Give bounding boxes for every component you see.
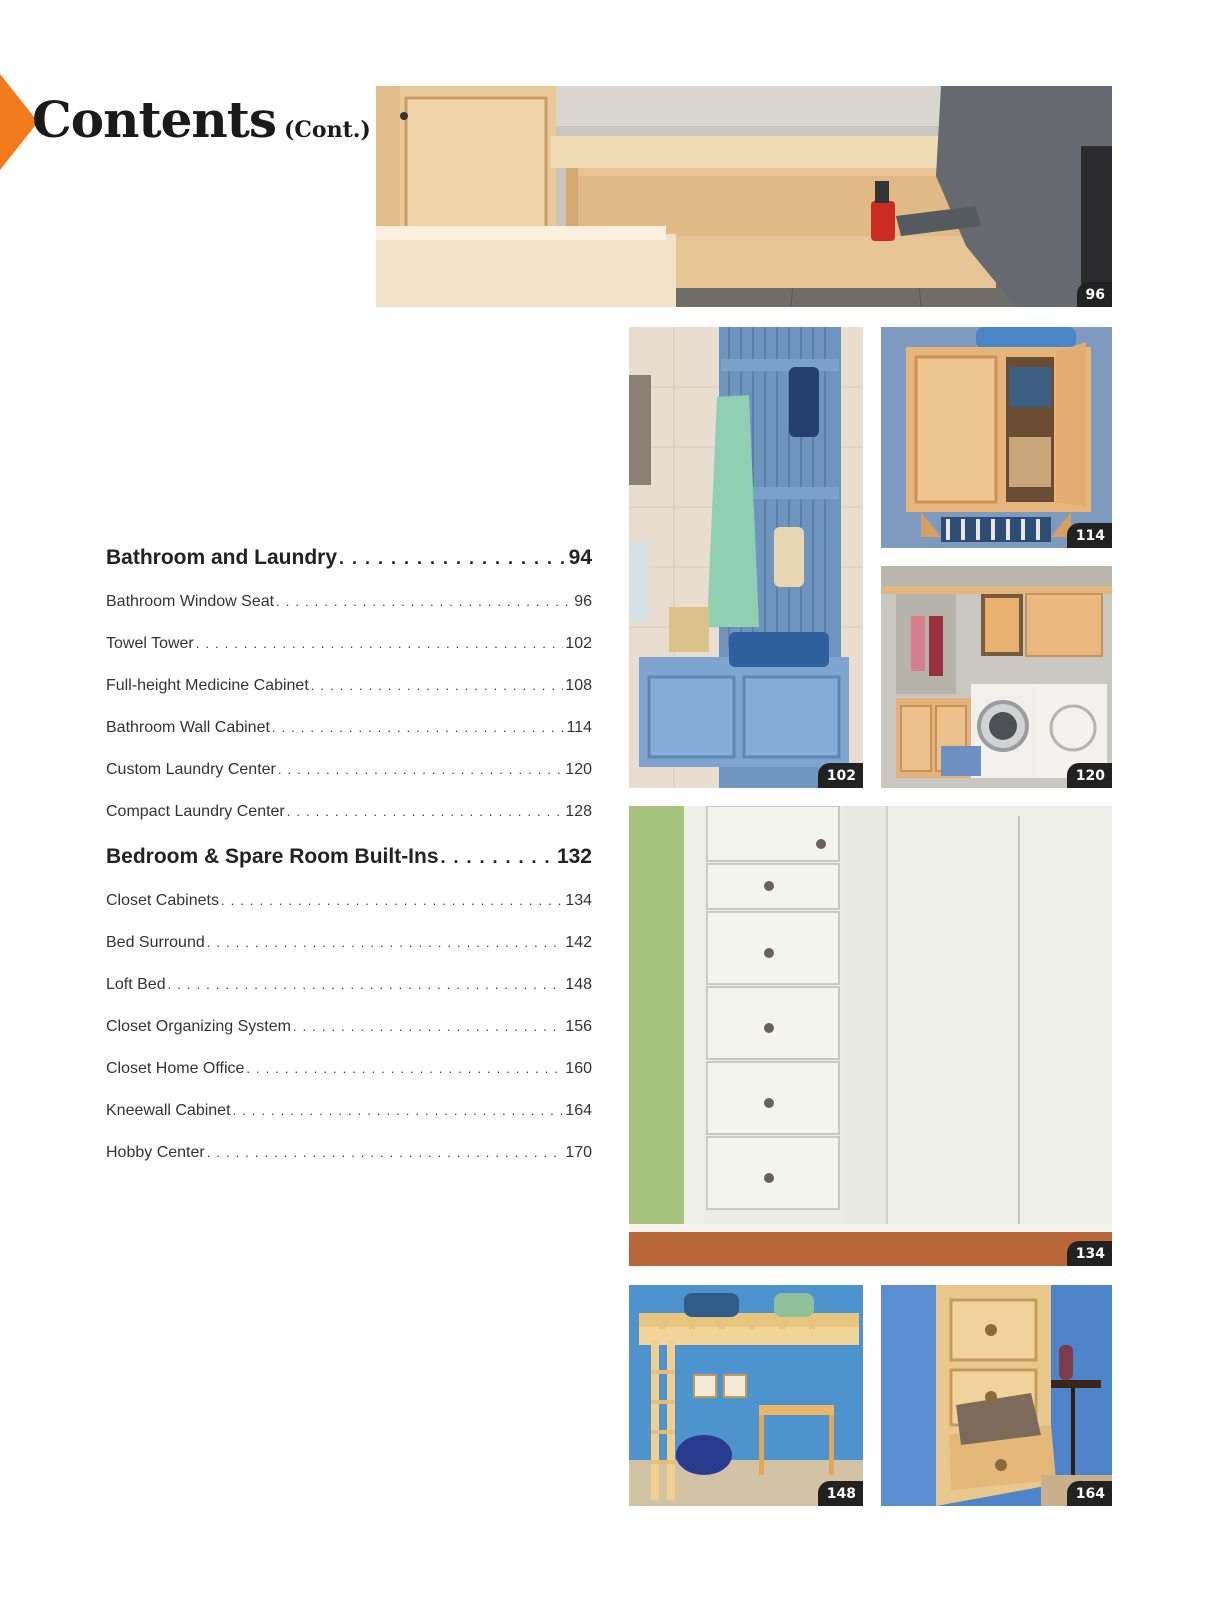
toc-entry-label: Closet Organizing System xyxy=(106,1018,291,1035)
toc-section[interactable] xyxy=(106,546,592,570)
toc-page-number: 148 xyxy=(565,976,592,993)
photo-closet-cabinets xyxy=(629,806,1112,1266)
leader-dots xyxy=(293,1019,563,1034)
page-subtitle: (Cont.) xyxy=(284,117,371,143)
toc-page-number: 108 xyxy=(565,677,592,694)
toc-page-number: 96 xyxy=(574,593,592,610)
page-badge: 134 xyxy=(1067,1241,1112,1266)
toc-page-number: 94 xyxy=(568,546,592,569)
toc-page-number: 114 xyxy=(566,719,592,736)
toc-section[interactable] xyxy=(106,845,592,869)
leader-dots xyxy=(246,1061,563,1076)
leader-dots xyxy=(276,594,572,609)
toc-entry-label: Loft Bed xyxy=(106,976,166,993)
toc-entry-label: Hobby Center xyxy=(106,1144,205,1161)
photo-towel-tower xyxy=(629,327,863,788)
leader-dots xyxy=(278,762,563,777)
leader-dots xyxy=(207,1145,564,1160)
toc-entry-label: Closet Cabinets xyxy=(106,892,219,909)
toc-entry-label: Towel Tower xyxy=(106,635,194,652)
toc-page-number: 132 xyxy=(556,845,592,868)
toc-page-number: 170 xyxy=(565,1144,592,1161)
toc-page-number: 128 xyxy=(565,803,592,820)
toc-page-number: 156 xyxy=(565,1018,592,1035)
leader-dots xyxy=(196,636,564,651)
toc-page-number: 160 xyxy=(565,1060,592,1077)
toc-entry[interactable] xyxy=(106,976,592,994)
toc-entry-label: Custom Laundry Center xyxy=(106,761,276,778)
toc-entry[interactable] xyxy=(106,892,592,910)
toc-entry-label: Compact Laundry Center xyxy=(106,803,285,820)
toc-entry-label: Kneewall Cabinet xyxy=(106,1102,231,1119)
toc-entry[interactable] xyxy=(106,1144,592,1162)
page-badge: 102 xyxy=(818,763,863,788)
photo-laundry-center xyxy=(881,566,1112,788)
toc-entry[interactable] xyxy=(106,593,592,611)
toc-entry-label: Bathroom Wall Cabinet xyxy=(106,719,270,736)
toc-page-number: 120 xyxy=(565,761,592,778)
page-badge: 148 xyxy=(818,1481,863,1506)
toc-entry[interactable] xyxy=(106,934,592,952)
toc-entry-label: Full-height Medicine Cabinet xyxy=(106,677,309,694)
toc-entry[interactable] xyxy=(106,803,592,821)
leader-dots xyxy=(441,847,555,868)
page-badge: 164 xyxy=(1067,1481,1112,1506)
photo-window-seat xyxy=(376,86,1112,307)
toc-page-number: 134 xyxy=(565,892,592,909)
leader-dots xyxy=(272,720,565,735)
leader-dots xyxy=(311,678,564,693)
page-title: Contents (Cont.) xyxy=(32,90,371,149)
page-badge: 114 xyxy=(1067,523,1112,548)
toc-entry-label: Bathroom Window Seat xyxy=(106,593,275,610)
leader-dots xyxy=(221,893,563,908)
toc-entry[interactable] xyxy=(106,1060,592,1078)
toc-page-number: 142 xyxy=(565,934,592,951)
toc-entry[interactable] xyxy=(106,635,592,653)
leader-dots xyxy=(207,935,564,950)
toc-entry[interactable] xyxy=(106,677,592,695)
photo-kneewall-cabinet xyxy=(881,1285,1112,1506)
leader-dots xyxy=(233,1103,564,1118)
toc-entry-label: Bed Surround xyxy=(106,934,205,951)
toc-section-label: Bedroom & Spare Room Built-Ins xyxy=(106,845,439,868)
leader-dots xyxy=(168,977,564,992)
toc-entry[interactable] xyxy=(106,761,592,779)
leader-dots xyxy=(287,804,564,819)
toc-page-number: 102 xyxy=(565,635,592,652)
toc-entry[interactable] xyxy=(106,1102,592,1120)
toc-entry[interactable] xyxy=(106,719,592,737)
page-badge: 120 xyxy=(1067,763,1112,788)
page-badge: 96 xyxy=(1077,282,1112,307)
toc-entry[interactable] xyxy=(106,1018,592,1036)
toc-entry-label: Closet Home Office xyxy=(106,1060,245,1077)
photo-loft-bed xyxy=(629,1285,863,1506)
photo-wall-cabinet xyxy=(881,327,1112,548)
toc-section-label: Bathroom and Laundry xyxy=(106,546,338,569)
leader-dots xyxy=(339,548,567,569)
toc-page-number: 164 xyxy=(565,1102,592,1119)
